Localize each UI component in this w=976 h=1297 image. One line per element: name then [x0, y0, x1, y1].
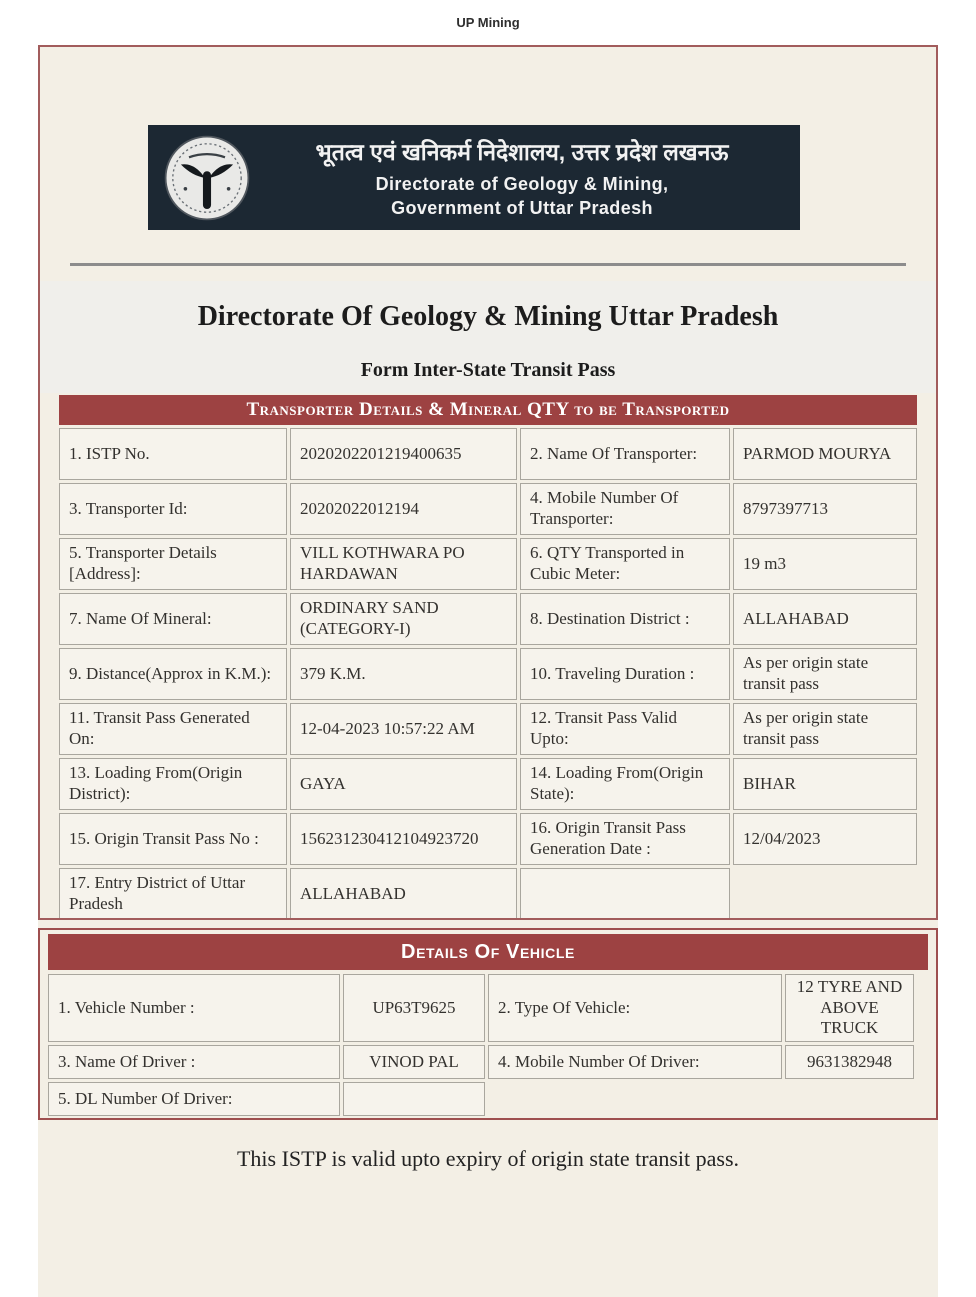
field-label: 1. ISTP No. — [59, 428, 287, 480]
ghost-cell — [733, 868, 917, 920]
field-label: 5. Transporter Details [Address]: — [59, 538, 287, 590]
field-value: 9631382948 — [785, 1045, 914, 1079]
field-value: As per origin state transit pass — [733, 648, 917, 700]
field-label: 17. Entry District of Uttar Pradesh — [59, 868, 287, 920]
field-value: BIHAR — [733, 758, 917, 810]
field-label: 11. Transit Pass Generated On: — [59, 703, 287, 755]
field-value: ORDINARY SAND (CATEGORY-I) — [290, 593, 517, 645]
field-value: 12-04-2023 10:57:22 AM — [290, 703, 517, 755]
field-value: ALLAHABAD — [290, 868, 517, 920]
vehicle-details-section — [38, 928, 938, 1120]
field-value: 2020202201219400635 — [290, 428, 517, 480]
field-label: 3. Name Of Driver : — [48, 1045, 340, 1079]
field-label: 1. Vehicle Number : — [48, 974, 340, 1042]
field-value: VILL KOTHWARA PO HARDAWAN — [290, 538, 517, 590]
transporter-section-banner: Transporter Details & Mineral QTY to be Transported — [59, 395, 917, 425]
validity-note: This ISTP is valid upto expiry of origin state transit pass. — [236, 1146, 740, 1171]
field-label: 7. Name Of Mineral: — [59, 593, 287, 645]
field-value: UP63T9625 — [343, 974, 485, 1042]
field-label: 4. Mobile Number Of Transporter: — [520, 483, 730, 535]
field-value: 12 TYRE AND ABOVE TRUCK — [785, 974, 914, 1042]
field-label: 8. Destination District : — [520, 593, 730, 645]
vehicle-section-banner: Details Of Vehicle — [48, 934, 928, 970]
transporter-details-table — [59, 428, 917, 920]
ghost-cell — [488, 1082, 782, 1116]
field-label: 2. Name Of Transporter: — [520, 428, 730, 480]
app-title: UP Mining — [456, 15, 520, 30]
field-value: 20202022012194 — [290, 483, 517, 535]
ghost-cell — [785, 1082, 914, 1116]
document-title: Directorate Of Geology & Mining Uttar Pradesh — [197, 301, 779, 332]
field-label: 13. Loading From(Origin District): — [59, 758, 287, 810]
empty-cell — [520, 868, 730, 920]
department-name-english: Directorate of Geology & Mining, — [375, 174, 669, 195]
field-value: As per origin state transit pass — [733, 703, 917, 755]
department-name-hindi: भूतत्व एवं खनिकर्म निदेशालय, उत्तर प्रदेश लखनऊ — [315, 139, 729, 166]
horizontal-divider — [70, 263, 906, 266]
field-value: VINOD PAL — [343, 1045, 485, 1079]
department-header-banner — [148, 125, 800, 230]
field-label: 2. Type Of Vehicle: — [488, 974, 782, 1042]
field-label: 10. Traveling Duration : — [520, 648, 730, 700]
field-value: GAYA — [290, 758, 517, 810]
field-value: PARMOD MOURYA — [733, 428, 917, 480]
field-label: 14. Loading From(Origin State): — [520, 758, 730, 810]
field-value: 379 K.M. — [290, 648, 517, 700]
government-name: Government of Uttar Pradesh — [391, 197, 653, 218]
field-label: 15. Origin Transit Pass No : — [59, 813, 287, 865]
field-label: 6. QTY Transported in Cubic Meter: — [520, 538, 730, 590]
empty-cell — [343, 1082, 485, 1116]
up-government-emblem-icon — [162, 133, 252, 223]
field-value: 156231230412104923720 — [290, 813, 517, 865]
field-value: 8797397713 — [733, 483, 917, 535]
field-label: 16. Origin Transit Pass Generation Date : — [520, 813, 730, 865]
department-header-text — [252, 135, 786, 220]
field-label: 9. Distance(Approx in K.M.): — [59, 648, 287, 700]
title-block — [40, 281, 936, 393]
field-value: ALLAHABAD — [733, 593, 917, 645]
field-value: 12/04/2023 — [733, 813, 917, 865]
field-label: 5. DL Number Of Driver: — [48, 1082, 340, 1116]
form-subtitle: Form Inter-State Transit Pass — [360, 359, 616, 381]
field-value: 19 m3 — [733, 538, 917, 590]
field-label: 3. Transporter Id: — [59, 483, 287, 535]
vehicle-details-table — [48, 974, 928, 1116]
field-label: 12. Transit Pass Valid Upto: — [520, 703, 730, 755]
document-page — [38, 45, 938, 1297]
transit-pass-main-section — [38, 45, 938, 920]
field-label: 4. Mobile Number Of Driver: — [488, 1045, 782, 1079]
